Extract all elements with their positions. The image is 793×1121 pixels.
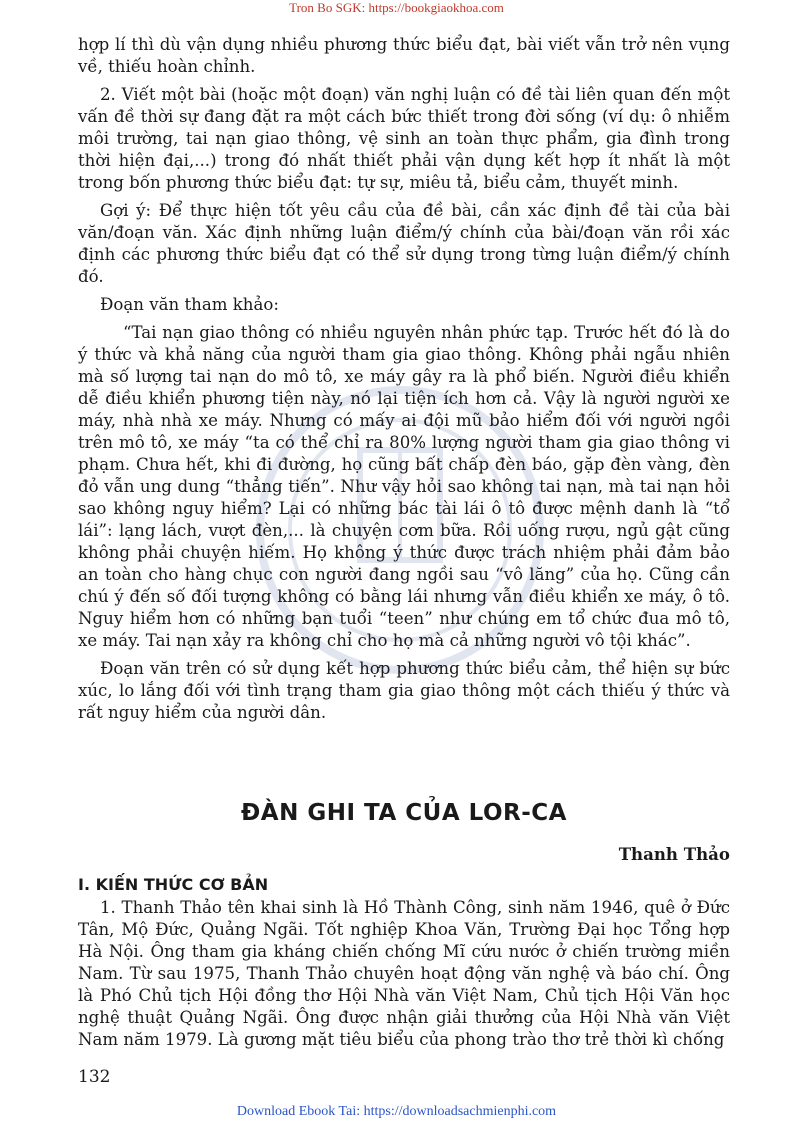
paragraph-commentary: Đoạn văn trên có sử dụng kết hợp phương thức biểu cảm, thể hiện sự bức xúc, lo lắng đối với tình trạng tham gia giao thông một cách thiếu ý thức và rất nguy hiểm của người dân. — [78, 659, 730, 722]
paragraph-reference-quote: “Tai nạn giao thông có nhiều nguyên nhân phức tạp. Trước hết đó là do ý thức và khả năng của người tham gia giao thông. Không phải ngẫu nhiên mà số lượng tai nạn do mô tô, xe máy gây ra là phổ biến. Người điều khiển dễ điều khiển phương tiện này, nó lại tiện ích hơn cả. Vậy là người người xe máy, nhà nhà xe máy. Nhưng có mấy ai đội mũ bảo hiểm đối với người ngồi trên mô tô, xe máy “ta có thể chỉ ra 80% lượng người tham gia giao thông vi phạm. Chưa hết, khi đi đường, họ cũng bất chấp đèn báo, gặp đèn vàng, đèn đỏ vẫn ung dung “thẳng tiến”. Như vậy hỏi sao không tai nạn, mà tai nạn hỏi sao không nguy hiểm? Lại có những bác tài lái ô tô được mệnh danh là “tổ lái”: lạng lách, vượt đèn,... là chuyện cơm bữa. Rồi uống rượu, ngủ gật cũng không phải chuyện hiếm. Họ không ý thức được trách nhiệm phải đảm bảo an toàn cho hàng chục con người đang ngồi sau “vô lăng” của họ. Cũng cần chú ý đến số đối tượng không có bằng lái nhưng vẫn điều khiển xe máy, ô tô. Nguy hiểm hơn có những bạn tuổi “teen” như chúng em tổ chức đua mô tô, xe máy. Tai nạn xảy ra không chỉ cho họ mà cả những người vô tội khác”. — [78, 323, 730, 650]
paragraph-author-bio: 1. Thanh Thảo tên khai sinh là Hồ Thành Công, sinh năm 1946, quê ở Đức Tân, Mộ Đức, Quảng Ngãi. Tốt nghiệp Khoa Văn, Trường Đại học Tổng hợp Hà Nội. Ông tham gia kháng chiến chống Mĩ cứu nước ở chiến trường miền Nam. Từ sau 1975, Thanh Thảo chuyên hoạt động văn nghệ và báo chí. Ông là Phó Chủ tịch Hội đồng thơ Hội Nhà văn Việt Nam, Chủ tịch Hội Văn học nghệ thuật Quảng Ngãi. Ông được nhận giải thưởng của Hội Nhà văn Việt Nam năm 1979. Là gương mặt tiêu biểu của phong trào thơ trẻ thời kì chống — [78, 898, 730, 1049]
lesson-title: ĐÀN GHI TA CỦA LOR-CA — [241, 800, 567, 826]
page-content — [78, 34, 730, 1051]
paragraph-intro-end: hợp lí thì dù vận dụng nhiều phương thức biểu đạt, bài viết vẫn trở nên vụng về, thiếu hoàn chỉnh. — [78, 35, 730, 76]
paragraph-hint: Gợi ý: Để thực hiện tốt yêu cầu của đề bài, cần xác định đề tài của bài văn/đoạn văn. Xác định những luận điểm/ý chính của bài/đoạn văn rồi xác định các phương thức biểu đạt có thể sử dụng trong từng luận điểm/ý chính đó. — [78, 201, 730, 286]
footer-link[interactable]: Download Ebook Tai: https://downloadsachmienphi.com — [236, 1104, 557, 1119]
header-link[interactable]: Tron Bo SGK: https://bookgiaokhoa.com — [289, 0, 504, 15]
lesson-author: Thanh Thảo — [618, 844, 730, 864]
paragraph-exercise-2: 2. Viết một bài (hoặc một đoạn) văn nghị luận có đề tài liên quan đến một vấn đề thời sự đang đặt ra một cách bức thiết trong đời sống (ví dụ: ô nhiễm môi trường, tai nạn giao thông, vệ sinh an toàn thực phẩm, gia đình trong thời hiện đại,...) trong đó nhất thiết phải vận dụng kết hợp ít nhất là một trong bốn phương thức biểu đạt: tự sự, miêu tả, biểu cảm, thuyết minh. — [78, 85, 730, 192]
page-number: 132 — [78, 1067, 111, 1087]
section-heading: I. KIẾN THỨC CƠ BẢN — [78, 875, 269, 894]
paragraph-reference-label: Đoạn văn tham khảo: — [100, 295, 279, 314]
